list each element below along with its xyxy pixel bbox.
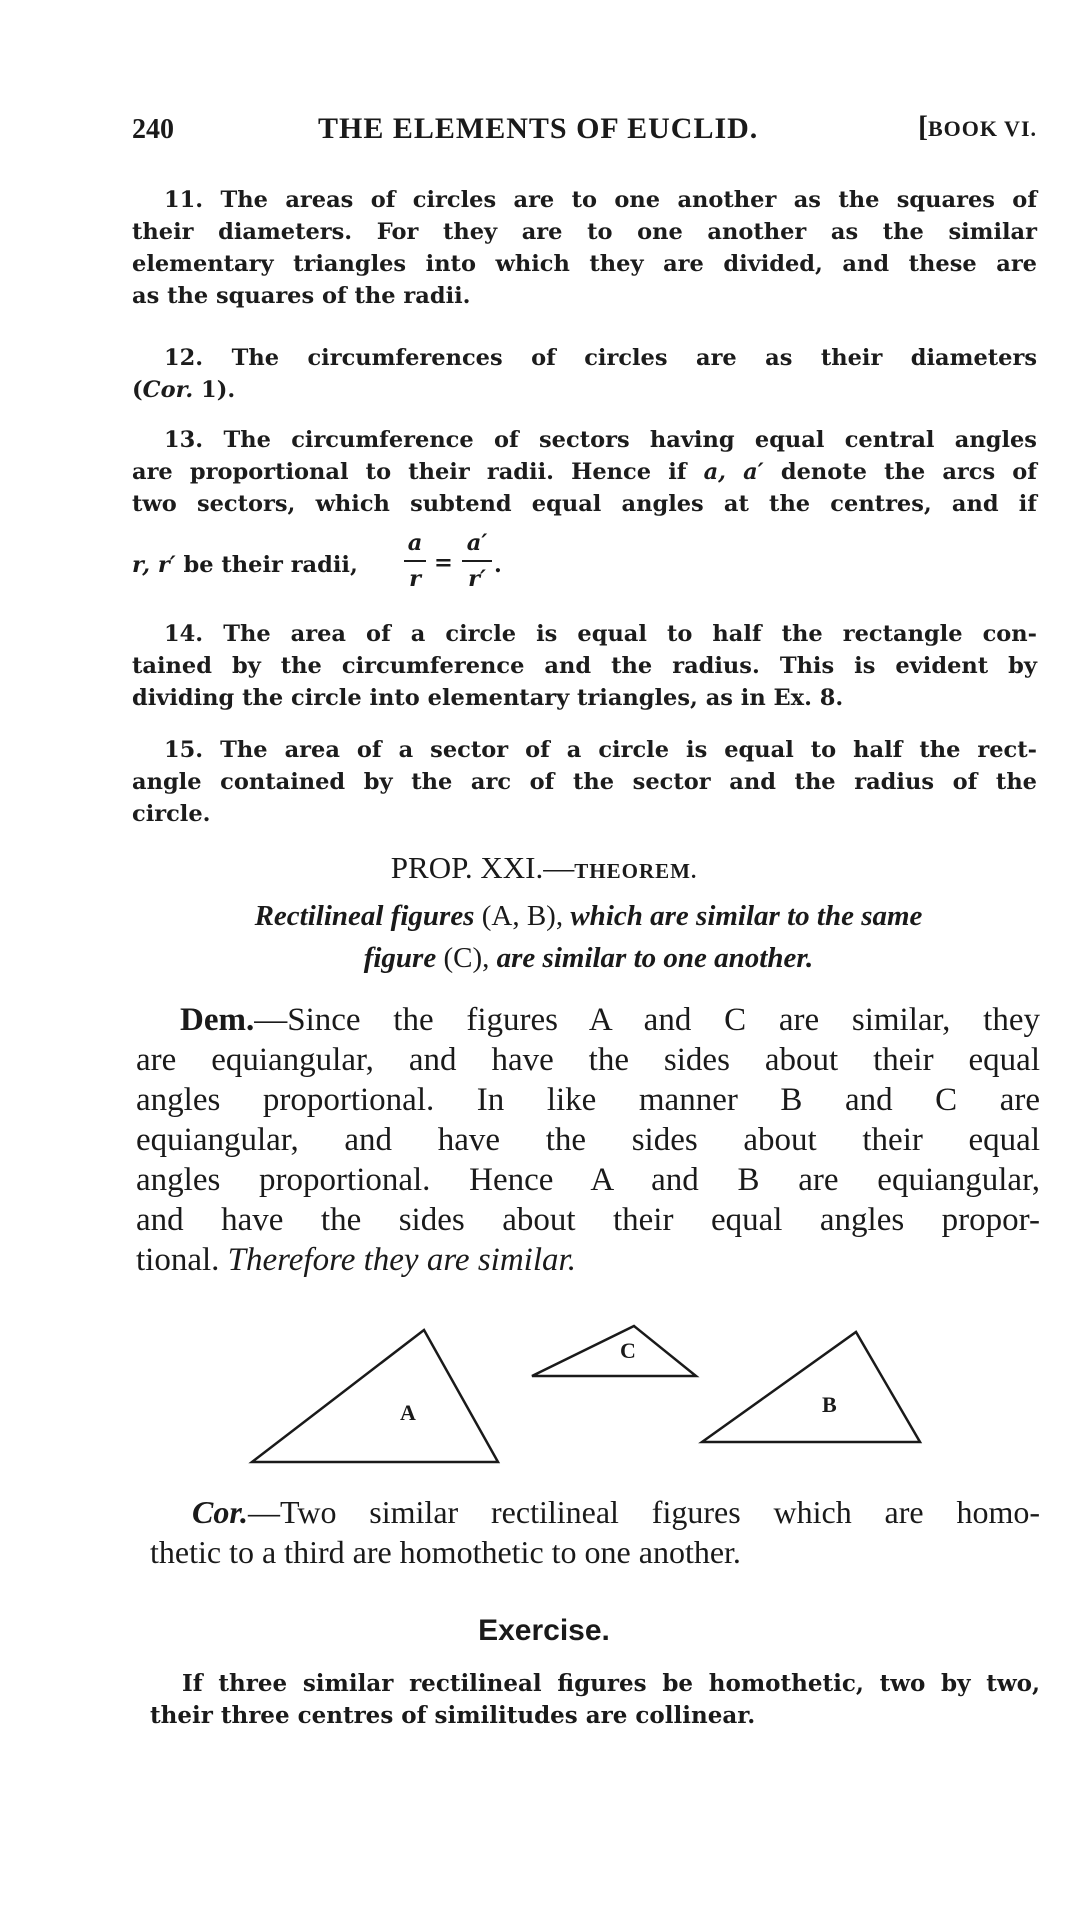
book-bracket: [: [917, 110, 928, 143]
exercise-text: The circumferences of circles are as their diameters: [231, 345, 1037, 371]
exercise-text: The areas of circles are to one another as the squares of: [220, 187, 1037, 213]
book-label: BOOK VI.: [927, 116, 1037, 141]
exercise-text: their diameters. For they are to one another as the similar: [132, 219, 1037, 245]
running-title: THE ELEMENTS OF EUCLID.: [318, 112, 759, 145]
proportion-formula: r, r′ be their radii, a r = a′ r′ .: [132, 530, 502, 592]
equals-sign: =: [434, 550, 453, 576]
radius-variables: r, r′: [132, 552, 176, 578]
corollary: Cor.—Two similar rectilineal figures which are homo- thetic to a third are homothetic to one another.: [150, 1494, 1040, 1570]
fraction-a-prime-over-r-prime: a′ r′: [462, 528, 492, 594]
exercise-text: The area of a sector of a circle is equal to half the rect-: [220, 737, 1037, 763]
cor-label: Cor.: [192, 1494, 249, 1530]
exercise-text: as the squares of the radii.: [132, 283, 471, 309]
exercise-number: 15.: [164, 737, 204, 763]
exercise-body: If three similar rectilineal figures be homothetic, two by two, their three centres of similitudes are collinear.: [150, 1670, 1040, 1729]
exercise-15: [132, 734, 1037, 830]
exercise-text: angle contained by the arc of the sector and the radius of the: [132, 769, 1037, 795]
cross-reference: Cor.: [142, 377, 194, 403]
book-reference: [918, 110, 1037, 144]
exercise-text: The area of a circle is equal to half the rectangle con-: [223, 621, 1037, 647]
triangle-a: [252, 1330, 498, 1462]
exercise-number: 13.: [164, 427, 204, 453]
exercise-number: 12.: [164, 345, 204, 371]
exercise-number: 11.: [164, 187, 204, 213]
conclusion: Therefore they are similar.: [227, 1242, 576, 1278]
running-header: [132, 110, 1037, 150]
exercise-text: elementary triangles into which they are divided, and these are: [132, 251, 1037, 277]
exercise-text: two sectors, which subtend equal angles at the centres, and if: [132, 491, 1037, 517]
exercise-text: circle.: [132, 801, 211, 827]
proposition-title: PROP. XXI.—THEOREM.: [390, 850, 698, 885]
exercise-text: tained by the circumference and the radius. This is evident by: [132, 653, 1037, 679]
fraction-a-over-r: a r: [404, 528, 426, 594]
proposition-enunciation: Rectilineal figures (A, B), which are similar to the same figure (C), are similar to one another.: [254, 900, 923, 974]
exercise-heading: Exercise.: [478, 1614, 610, 1647]
exercise-text: dividing the circle into elementary triangles, as in Ex. 8.: [132, 685, 844, 711]
page-number: 240: [132, 114, 174, 145]
label-c: C: [620, 1338, 636, 1363]
triangle-b: [702, 1332, 920, 1442]
exercise-11: [132, 184, 1037, 312]
demonstration: Dem.—Since the figures A and C are similar, they are equiangular, and have the sides about their equal angles proportional. In like manner B and C are equiangular, and have the sides about their equal angles proportional. Hence A and B are equiangular, and have the sides about their equal angles propor- tional. Therefore they are similar.: [136, 1002, 1040, 1278]
label-b: B: [822, 1392, 837, 1417]
exercise-number: 14.: [164, 621, 204, 647]
label-a: A: [400, 1400, 416, 1425]
dem-label: Dem.: [180, 1002, 255, 1038]
exercise-text: The circumference of sectors having equal central angles: [223, 427, 1037, 453]
triangles-figure: [240, 1320, 960, 1480]
arc-variables: a, a′: [703, 459, 764, 485]
exercise-14: [132, 618, 1037, 714]
exercise-12: 12. The circumferences of circles are as their diameters (Cor. 1).: [132, 345, 1037, 403]
triangle-c: [532, 1326, 696, 1376]
exercise-13: 13. The circumference of sectors having equal central angles are proportional to their radii. Hence if a, a′ denote the arcs of two sectors, which subtend equal angles at the centres, and if: [132, 424, 1037, 520]
